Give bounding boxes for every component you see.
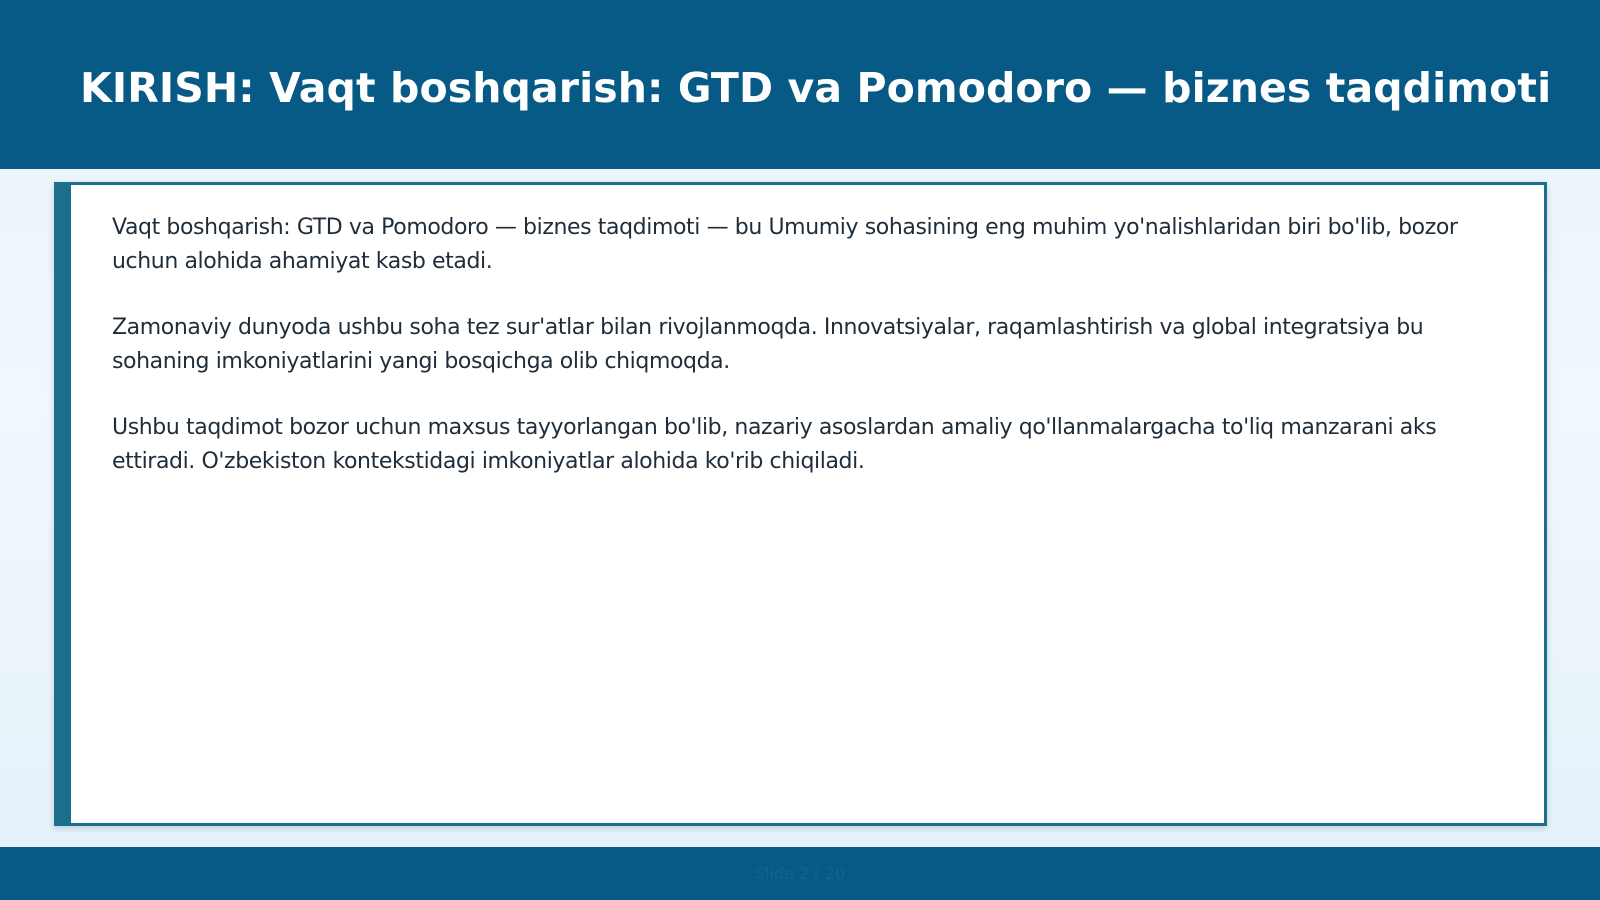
- slide-header: [0, 0, 1600, 169]
- paragraph-modern-world: Zamonaviy dunyoda ushbu soha tez sur'atlar bilan rivojlanmoqda. Innovatsiyalar, raqamlashtirish va global integratsiya bu sohaning imkoniyatlarini yangi bosqichga olib chiqmoqda.: [112, 315, 1424, 374]
- body-text: [112, 211, 1512, 511]
- content-card: [54, 182, 1547, 826]
- slide-number: Slide 2 / 20: [754, 864, 846, 883]
- slide-footer: [0, 847, 1600, 900]
- slide-title: KIRISH: Vaqt boshqarish: GTD va Pomodoro — biznes taqdimoti: [80, 64, 1552, 112]
- paragraph-intro: Vaqt boshqarish: GTD va Pomodoro — biznes taqdimoti — bu Umumiy sohasining eng muhim yo'nalishlaridan biri bo'lib, bozor uchun alohida ahamiyat kasb etadi.: [112, 215, 1458, 274]
- paragraph-presentation-scope: Ushbu taqdimot bozor uchun maxsus tayyorlangan bo'lib, nazariy asoslardan amaliy qo'llanmalargacha to'liq manzarani aks ettiradi. O'zbekiston kontekstidagi imkoniyatlar alohida ko'rib chiqiladi.: [112, 415, 1437, 474]
